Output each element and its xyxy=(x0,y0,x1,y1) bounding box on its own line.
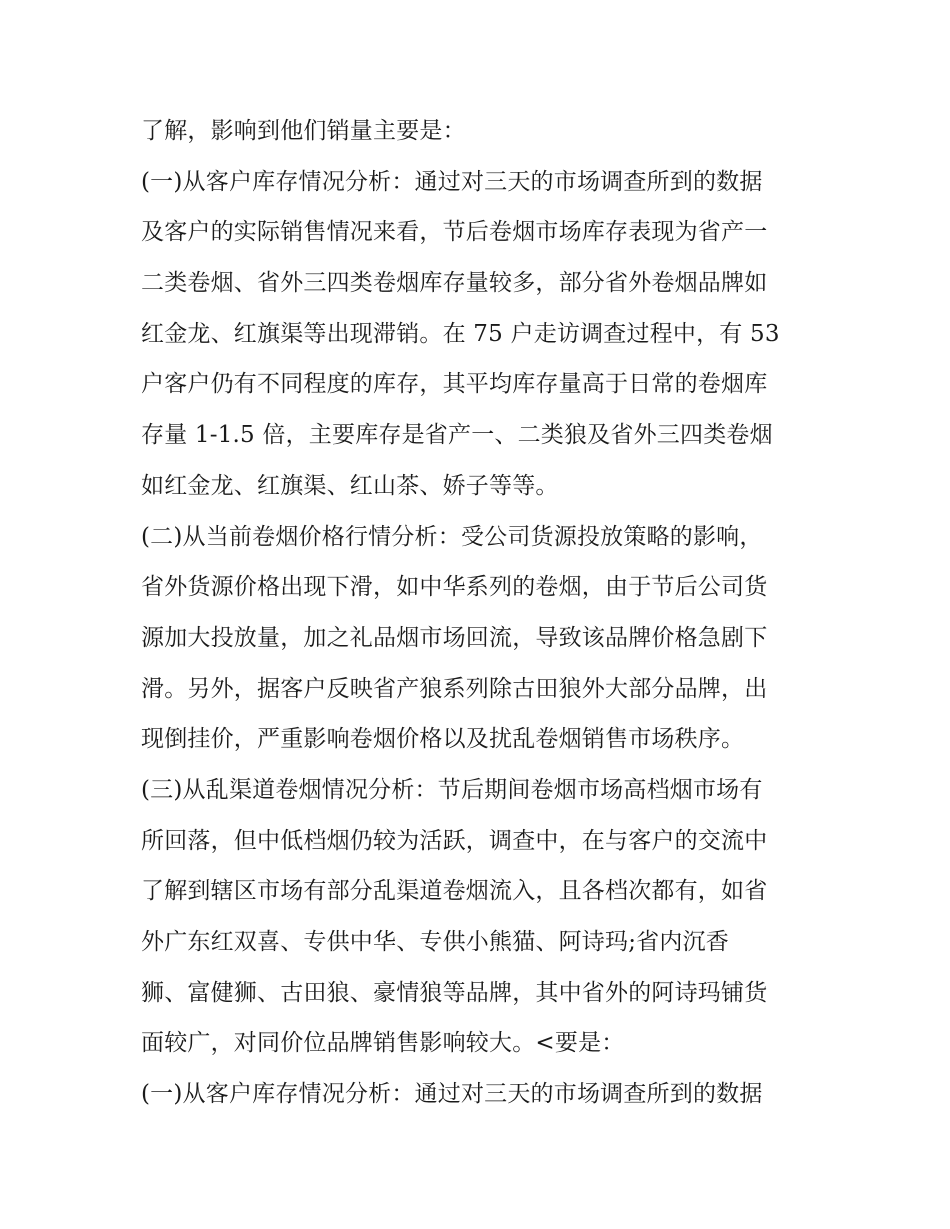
text-line: 面较广，对同价位品牌销售影响较大。<要是： xyxy=(141,1030,625,1057)
text-line: 现倒挂价，严重影响卷烟价格以及扰乱卷烟销售市场秩序。 xyxy=(141,726,745,753)
text-line: 二类卷烟、省外三四类卷烟库存量较多，部分省外卷烟品牌如 xyxy=(141,270,768,297)
text-line: (三)从乱渠道卷烟情况分析：节后期间卷烟市场高档烟市场有 xyxy=(141,776,763,803)
text-line: (一)从客户库存情况分析：通过对三天的市场调查所到的数据 xyxy=(141,168,763,195)
text-line: 省外货源价格出现下滑，如中华系列的卷烟，由于节后公司货 xyxy=(141,574,768,601)
text-line: (一)从客户库存情况分析：通过对三天的市场调查所到的数据 xyxy=(141,1081,763,1108)
text-line: (二)从当前卷烟价格行情分析：受公司货源投放策略的影响， xyxy=(141,523,763,550)
text-line: 存量 1-1.5 倍，主要库存是省产一、二类狼及省外三四类卷烟 xyxy=(141,422,773,449)
text-line: 红金龙、红旗渠等出现滞销。在 75 户走访调查过程中，有 53 xyxy=(141,320,780,347)
body-text xyxy=(141,106,821,1120)
text-line: 所回落，但中低档烟仍较为活跃，调查中，在与客户的交流中 xyxy=(141,827,768,854)
text-line: 狮、富健狮、古田狼、豪情狼等品牌，其中省外的阿诗玛铺货 xyxy=(141,979,768,1006)
text-line: 滑。另外，据客户反映省产狼系列除古田狼外大部分品牌，出 xyxy=(141,675,768,702)
text-line: 及客户的实际销售情况来看，节后卷烟市场库存表现为省产一 xyxy=(141,219,768,246)
text-line: 外广东红双喜、专供中华、专供小熊猫、阿诗玛;省内沉香 xyxy=(141,929,729,955)
text-line: 源加大投放量，加之礼品烟市场回流，导致该品牌价格急剧下 xyxy=(141,624,768,651)
text-line: 了解到辖区市场有部分乱渠道卷烟流入，且各档次都有，如省 xyxy=(141,878,768,905)
text-line: 了解，影响到他们销量主要是： xyxy=(141,118,466,144)
text-line: 如红金龙、红旗渠、红山茶、娇子等等。 xyxy=(141,472,559,499)
text-line: 户客户仍有不同程度的库存，其平均库存量高于日常的卷烟库 xyxy=(141,371,768,398)
